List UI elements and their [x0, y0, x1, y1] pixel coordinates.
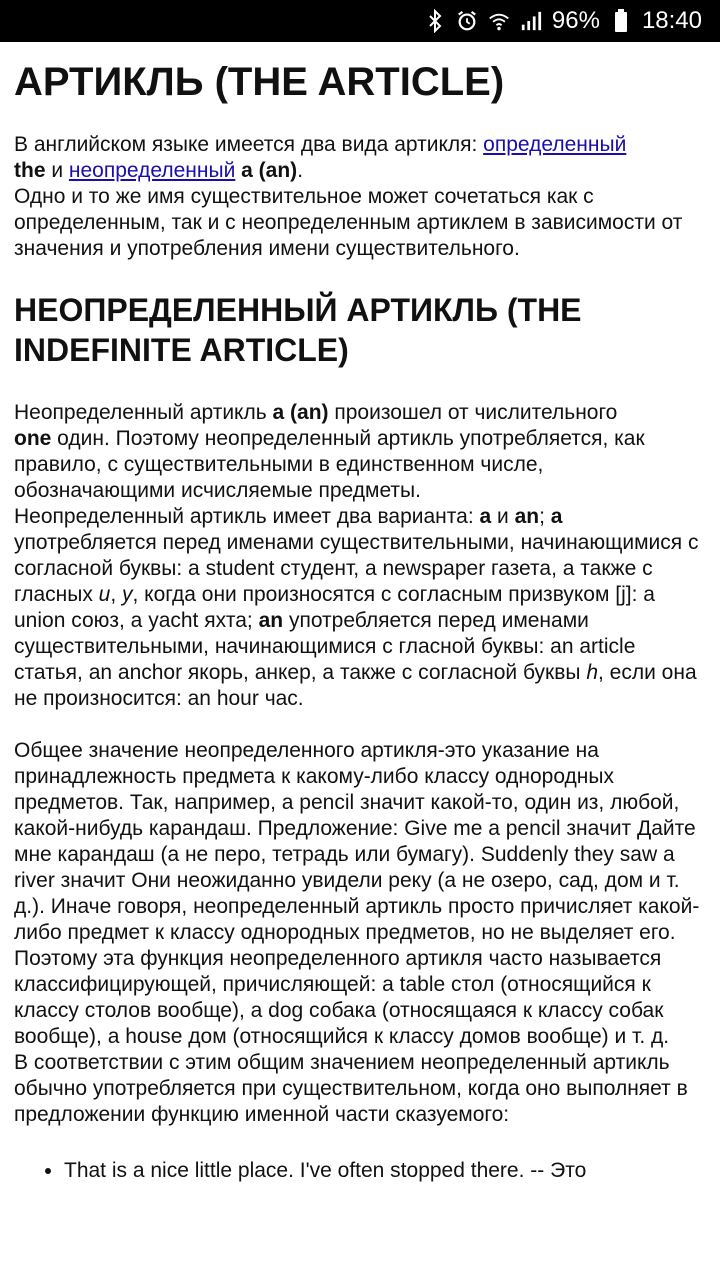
bold-text: one: [14, 427, 52, 450]
battery-percent: 96%: [551, 7, 600, 34]
bold-text: an: [514, 505, 540, 528]
bold-text: a (an): [272, 401, 329, 424]
text: и: [491, 505, 515, 528]
paragraph-variants: [14, 504, 706, 712]
page-title: АРТИКЛЬ (THE ARTICLE): [14, 60, 505, 104]
bold-text: a: [550, 505, 563, 528]
link-definite-article[interactable]: определенный: [483, 133, 627, 156]
section-title: НЕОПРЕДЕЛЕННЫЙ АРТИКЛЬ (THE INDEFINITE ARTICLE): [14, 292, 582, 368]
intro-paragraph: [14, 132, 706, 184]
list-item: • That is a nice little place. I've often stopped there. -- Это: [64, 1158, 706, 1184]
bold-text: an: [258, 609, 284, 632]
signal-icon: [520, 9, 542, 33]
italic-text: y: [122, 583, 133, 606]
text: Неопределенный артикль: [14, 401, 273, 424]
text: произошел от числительного: [328, 401, 618, 424]
article-content: [0, 58, 720, 1184]
link-indefinite-article[interactable]: неопределенный: [68, 159, 236, 182]
spacer: [14, 712, 706, 738]
bold-a-an: a (an): [241, 159, 298, 182]
intro-text: .: [297, 159, 304, 182]
clock-time: 18:40: [641, 7, 702, 34]
paragraph-meaning: Общее значение неопределенного артикля-это указание на принадлежность предмета к какому-либо классу однородных предметов. Так, например, a pencil значит какой-то, один из, любой, какой-нибудь карандаш. Предложение: Give me a pencil значит Дайте мне карандаш (а не перо, тетрадь или бумагу). Suddenly they saw a river значит Они неожиданно увидели реку (а не озеро, сад, дом и т. д.). Иначе говоря, неопределенный артикль просто причисляет какой-либо предмет к классу однородных предметов, но не выделяет его. Поэтому эта функция неопределенного артикля часто называется классифицирующей, причисляющей: a table стол (относящийся к классу столов вообще), a dog собака (относящаяся к классу собак вообще), a house дом (относящийся к классу домов вообще) и т. д.: [14, 739, 700, 1048]
text: ,: [110, 583, 123, 606]
bluetooth-icon: [424, 9, 446, 33]
status-bar: [0, 0, 720, 42]
bold-text: a: [479, 505, 492, 528]
italic-text: h: [586, 661, 598, 684]
intro-text: В английском языке имеется два вида артикля:: [14, 133, 484, 156]
text: Неопределенный артикль имеет два варианта:: [14, 505, 480, 528]
intro-paragraph-2: Одно и то же имя существительное может сочетаться как с определенным, так и с неопределенным артиклем в зависимости от значения и употребления имени существительного.: [14, 185, 683, 260]
text: один. Поэтому неопределенный артикль употребляется, как правило, с существительными в единственном числе, обозначающими исчисляемые предметы.: [14, 427, 645, 502]
text: ;: [539, 505, 551, 528]
battery-icon: [610, 9, 632, 33]
example-list: [14, 1158, 706, 1184]
text: употребляется перед именами существительными, начинающимися с согласной буквы: a student студент, a newspaper газета, а также с гласных: [14, 531, 699, 606]
wifi-icon: [488, 9, 510, 33]
text: , если она не произносится: an hour час.: [14, 661, 697, 710]
intro-text: и: [45, 159, 69, 182]
paragraph-usage: В соответствии с этим общим значением неопределенный артикль обычно употребляется при существительном, когда оно выполняет в предложении функцию именной части сказуемого:: [14, 1051, 688, 1126]
paragraph-origin: [14, 400, 706, 504]
italic-text: u: [98, 583, 111, 606]
bold-the: the: [14, 159, 46, 182]
text: , когда они произносятся с согласным призвуком [j]: a union союз, a yacht яхта;: [14, 583, 655, 632]
text: употребляется перед именами существительными, начинающимися с гласной буквы: an article статья, an anchor якорь, анкер, а также с согласной буквы: [14, 609, 636, 684]
alarm-icon: [456, 9, 478, 33]
